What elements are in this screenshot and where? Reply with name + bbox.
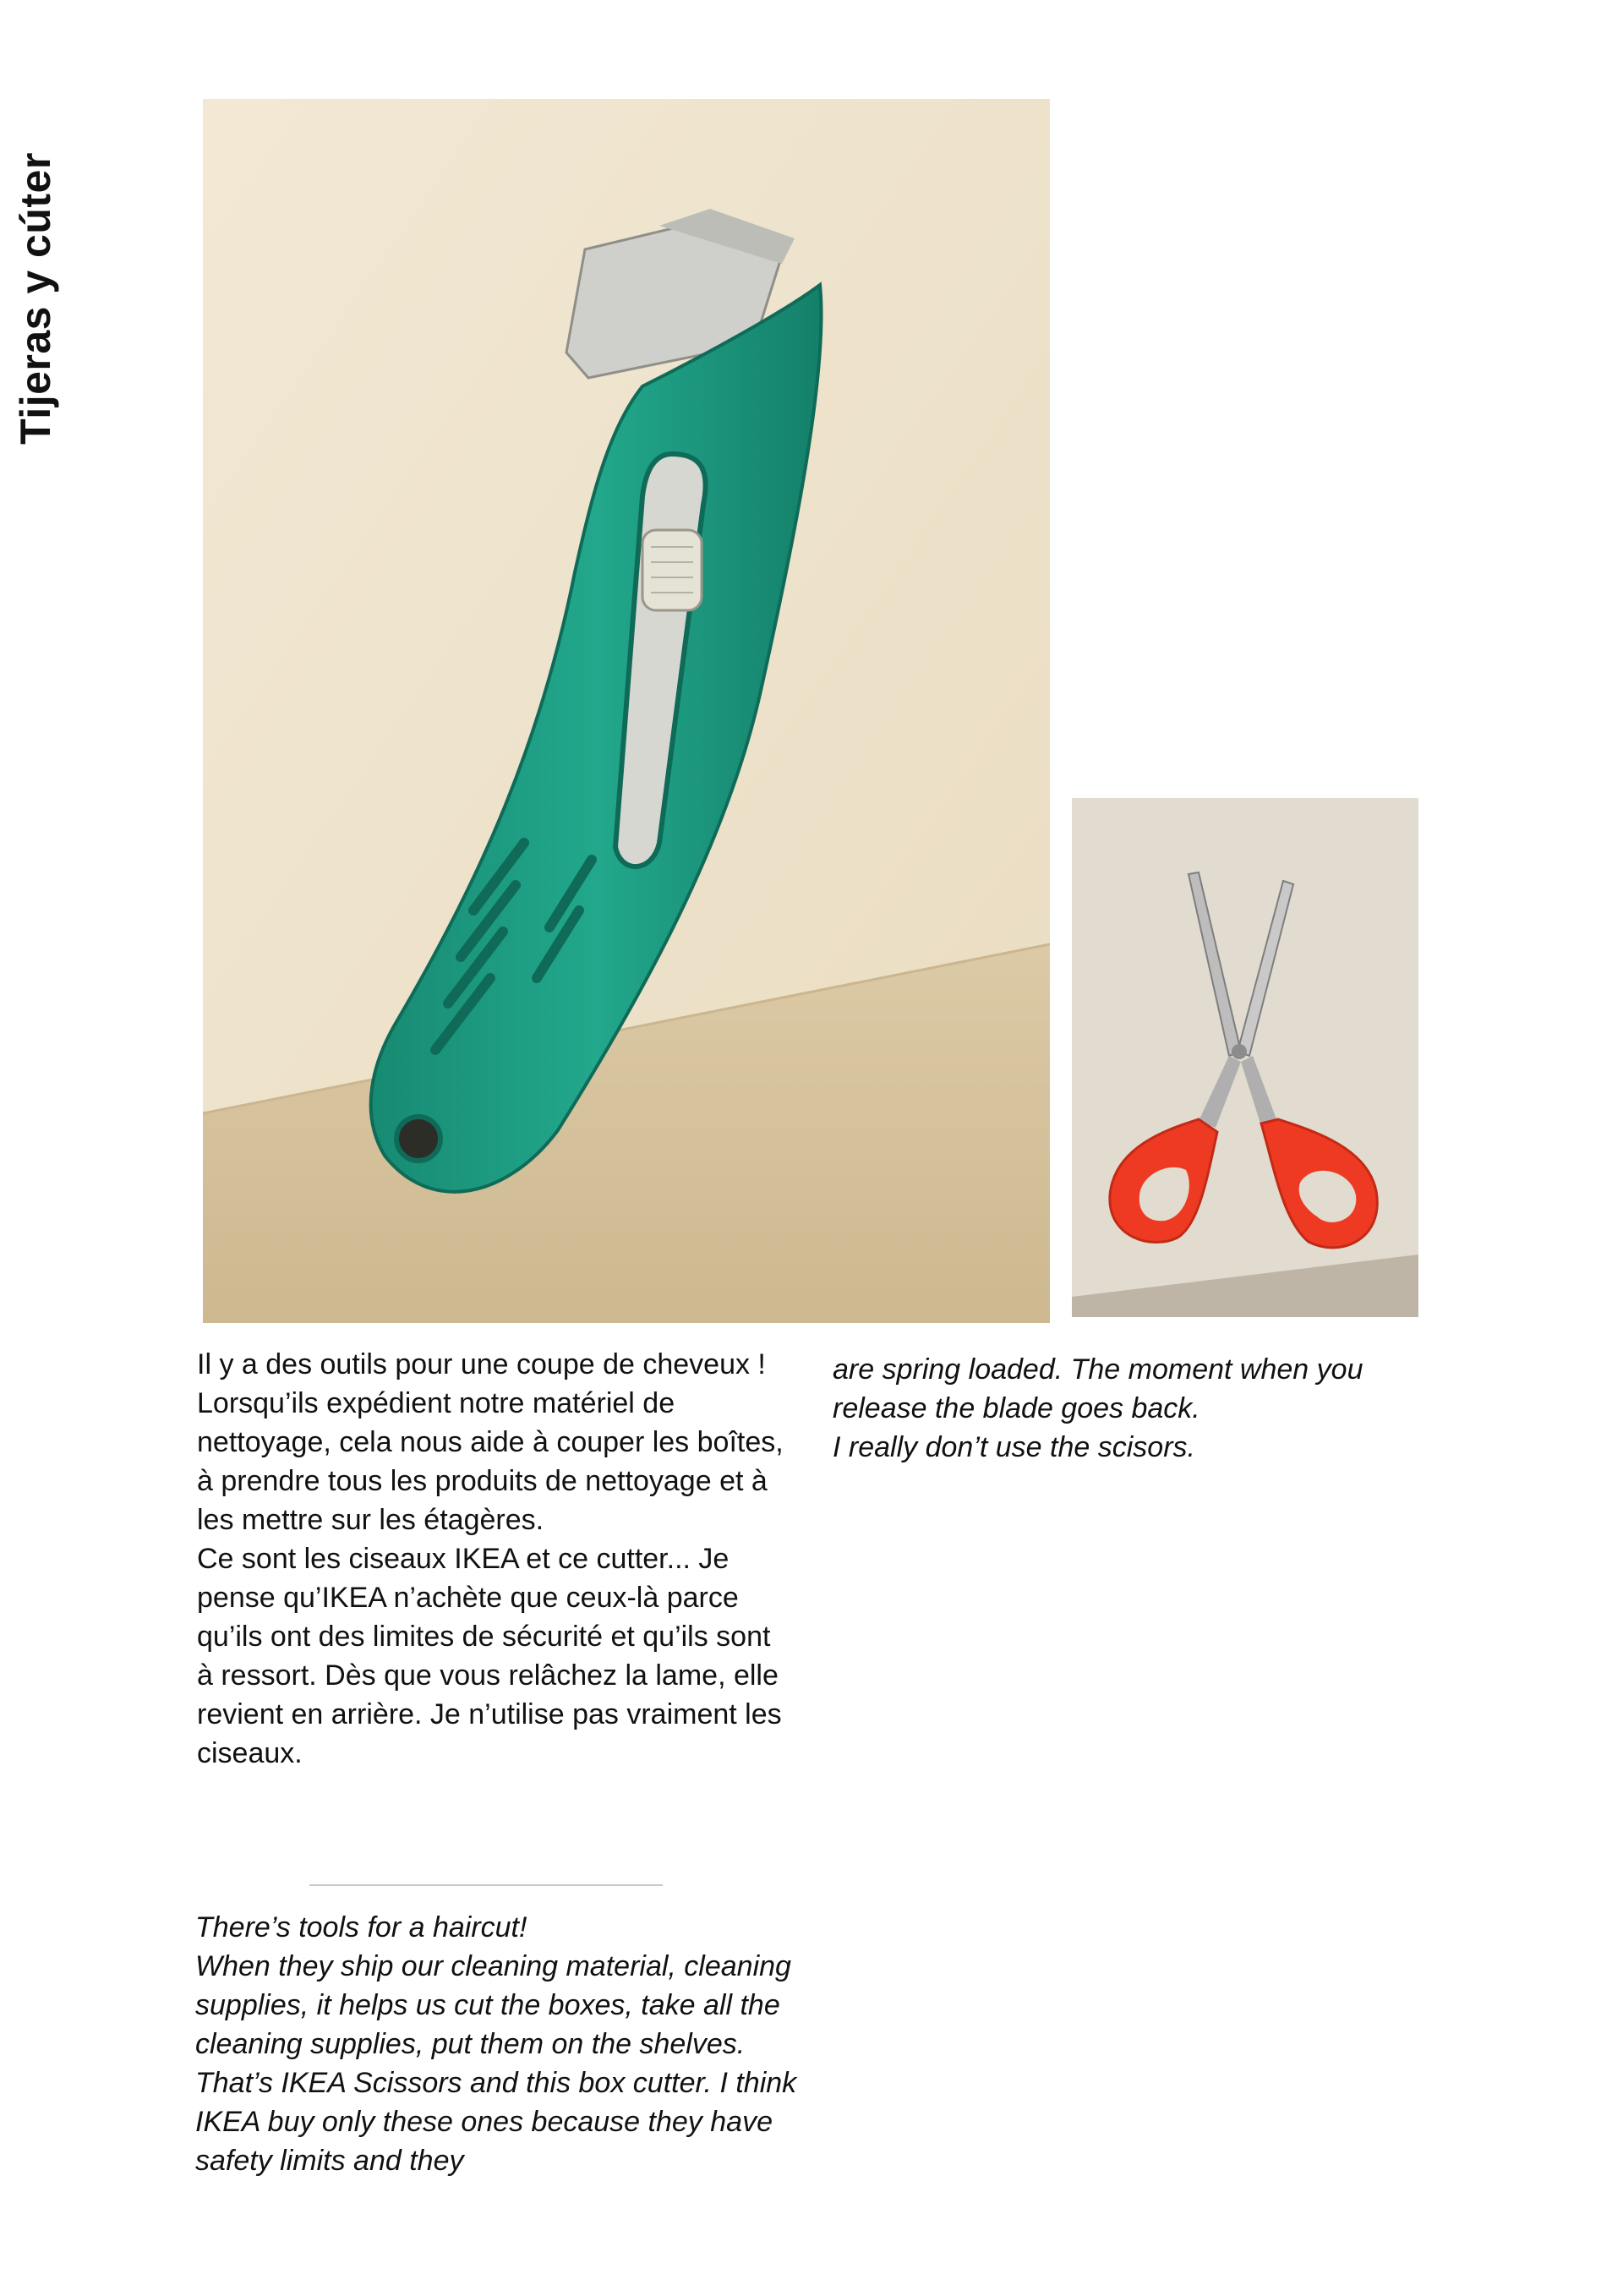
box-cutter-illustration — [203, 99, 1050, 1323]
english-paragraph-part2 — [833, 1350, 1391, 1467]
english-text-part2: are spring loaded. The moment when you release the blade goes back. I really don’t use the scisors. — [833, 1353, 1363, 1463]
page-title-text: Tijeras y cúter — [12, 152, 59, 445]
french-paragraph — [197, 1345, 789, 1773]
box-cutter-photo — [203, 99, 1050, 1323]
english-paragraph-part1 — [195, 1908, 804, 2180]
french-text: Il y a des outils pour une coupe de cheveux ! Lorsqu’ils expédient notre matériel de nettoyage, cela nous aide à couper les boîtes, à prendre tous les produits de nettoyage et à les mettre sur les étagères. Ce sont les ciseaux IKEA et ce cutter... Je pense qu’IKEA n’achète que ceux-là parce qu’ils ont des limites de sécurité et qu’ils sont à ressort. Dès que vous relâchez la lame, elle revient en arrière. Je n’utilise pas vraiment les ciseaux. — [197, 1348, 784, 1769]
language-divider — [309, 1884, 663, 1886]
english-text-part1: There’s tools for a haircut! When they ship our cleaning material, cleaning supplies, it helps us cut the boxes, take all the cleaning supplies, put them on the shelves. That’s IKEA Scissors and this box cutter. I think IKEA buy only these ones because they have safety limits and they — [195, 1911, 797, 2177]
scissors-illustration — [1072, 798, 1418, 1317]
scissors-photo — [1072, 798, 1418, 1317]
page-title — [0, 96, 68, 501]
